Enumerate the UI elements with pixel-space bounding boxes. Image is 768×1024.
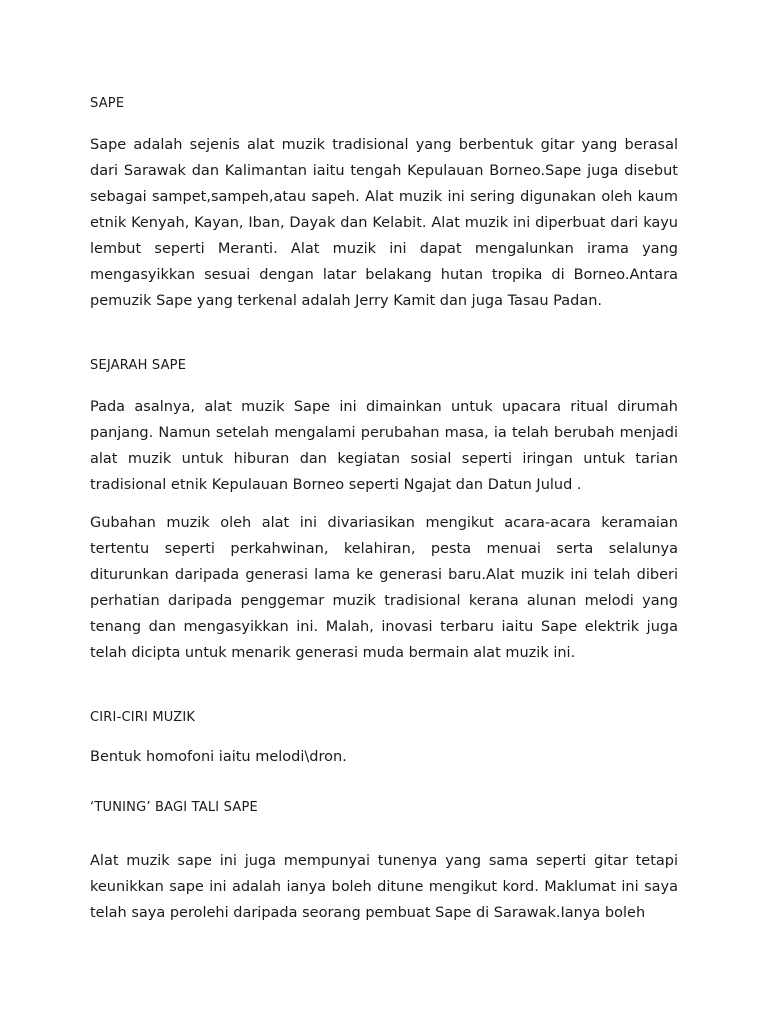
- section-heading-sape: SAPE: [90, 96, 125, 111]
- paragraph-sejarah-2: Gubahan muzik oleh alat ini divariasikan mengikut acara-acara keramaian tertentu seperti perkahwinan, kelahiran, pesta menuai serta selalunya diturunkan daripada generasi lama ke generasi baru.Alat muzik ini telah diberi perhatian daripada penggemar muzik tradisional kerana alunan melodi yang tenang dan mengasyikkan ini. Malah, inovasi terbaru iaitu Sape elektrik juga telah dicipta untuk menarik generasi muda bermain alat muzik ini.: [90, 515, 678, 661]
- section-heading-ciri: CIRI-CIRI MUZIK: [90, 710, 196, 725]
- section-heading-sejarah: SEJARAH SAPE: [90, 358, 187, 373]
- paragraph-ciri: Bentuk homofoni iaitu melodi\dron.: [90, 749, 347, 765]
- paragraph-sejarah-1: Pada asalnya, alat muzik Sape ini dimainkan untuk upacara ritual dirumah panjang. Namun setelah mengalami perubahan masa, ia telah berubah menjadi alat muzik untuk hiburan dan kegiatan sosial seperti iringan untuk tarian tradisional etnik Kepulauan Borneo seperti Ngajat dan Datun Julud .: [90, 399, 678, 493]
- paragraph-tuning: Alat muzik sape ini juga mempunyai tunenya yang sama seperti gitar tetapi keunikkan sape ini adalah ianya boleh ditune mengikut kord. Maklumat ini saya telah saya perolehi daripada seorang pembuat Sape di Sarawak.Ianya boleh: [90, 853, 678, 921]
- section-heading-tuning: ‘TUNING’ BAGI TALI SAPE: [90, 800, 258, 815]
- paragraph-sape-intro: Sape adalah sejenis alat muzik tradisional yang berbentuk gitar yang berasal dari Sarawak dan Kalimantan iaitu tengah Kepulauan Borneo.Sape juga disebut sebagai sampet,sampeh,atau sapeh. Alat muzik ini sering digunakan oleh kaum etnik Kenyah, Kayan, Iban, Dayak dan Kelabit. Alat muzik ini diperbuat dari kayu lembut seperti Meranti. Alat muzik ini dapat mengalunkan irama yang mengasyikkan sesuai dengan latar belakang hutan tropika di Borneo.Antara pemuzik Sape yang terkenal adalah Jerry Kamit dan juga Tasau Padan.: [90, 137, 678, 309]
